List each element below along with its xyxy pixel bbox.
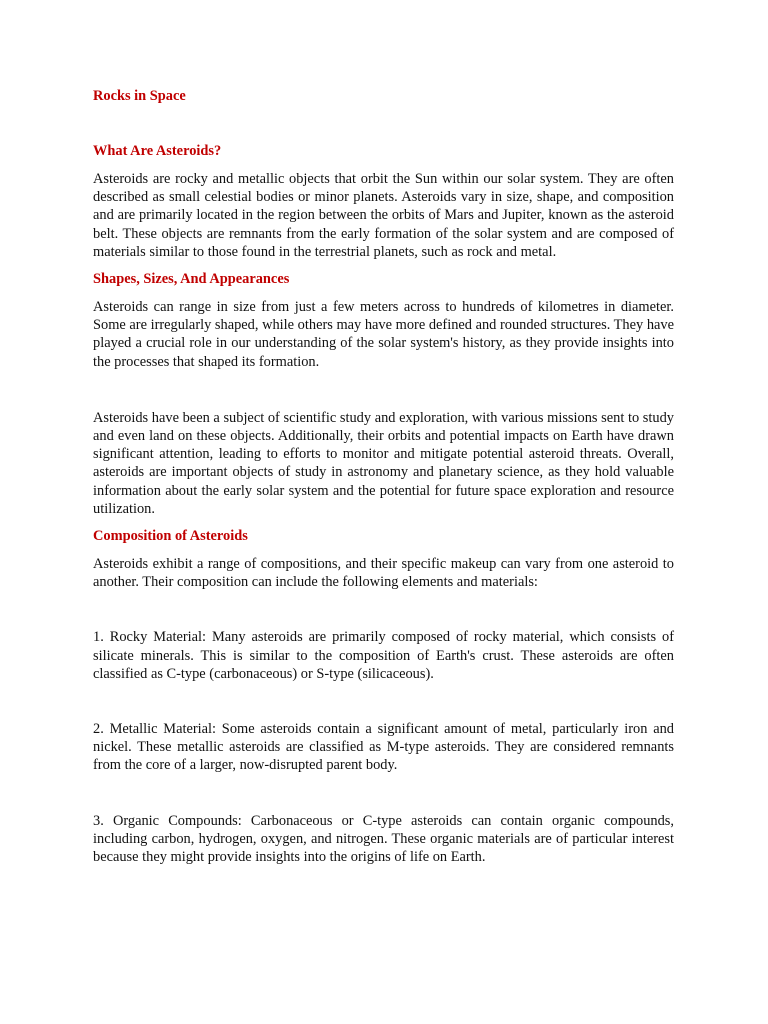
paragraph-size-range: Asteroids can range in size from just a few meters across to hundreds of kilometres in diameter. Some are irregularly shaped, while others may have more defined and rounded structures. They have played a crucial role in our understanding of the solar system's history, as they provide insights into the processes that shaped its formation. xyxy=(93,299,674,370)
heading-shapes-sizes: Shapes, Sizes, And Appearances xyxy=(93,271,290,288)
list-item-organic-compounds: 3. Organic Compounds: Carbonaceous or C-type asteroids can contain organic compounds, including carbon, hydrogen, oxygen, and nitrogen. These organic materials are of particular interest because they might provide insights into the origins of life on Earth. xyxy=(93,812,674,866)
document-body xyxy=(93,86,674,866)
paragraph-what-are-asteroids: Asteroids are rocky and metallic objects that orbit the Sun within our solar system. They are often described as small celestial bodies or minor planets. Asteroids vary in size, shape, and composition and are primarily located in the region between the orbits of Mars and Jupiter, known as the asteroid belt. These objects are remnants from the early formation of the solar system and are composed of materials similar to those found in the terrestrial planets, such as rock and metal. xyxy=(93,171,674,260)
list-item-metallic-material: 2. Metallic Material: Some asteroids contain a significant amount of metal, particularly iron and nickel. These metallic asteroids are classified as M-type asteroids. They are considered remnants from the core of a larger, now-disrupted parent body. xyxy=(93,721,674,774)
list-item-rocky-material: 1. Rocky Material: Many asteroids are primarily composed of rocky material, which consists of silicate minerals. This is similar to the composition of Earth's crust. These asteroids are often classified as C-type (carbonaceous) or S-type (silicaceous). xyxy=(93,629,674,682)
paragraph-study-exploration: Asteroids have been a subject of scientific study and exploration, with various missions sent to study and even land on these objects. Additionally, their orbits and potential impacts on Earth have drawn significant attention, leading to efforts to monitor and mitigate potential asteroid threats. Overall, asteroids are important objects of study in astronomy and planetary science, as they hold valuable information about the early solar system and the potential for future space exploration and resource utilization. xyxy=(93,409,674,517)
heading-composition: Composition of Asteroids xyxy=(93,528,248,545)
paragraph-composition-intro: Asteroids exhibit a range of compositions, and their specific makeup can vary from one asteroid to another. Their composition can include the following elements and materials: xyxy=(93,556,674,591)
heading-what-are-asteroids: What Are Asteroids? xyxy=(93,143,222,159)
document-title: Rocks in Space xyxy=(93,88,186,104)
